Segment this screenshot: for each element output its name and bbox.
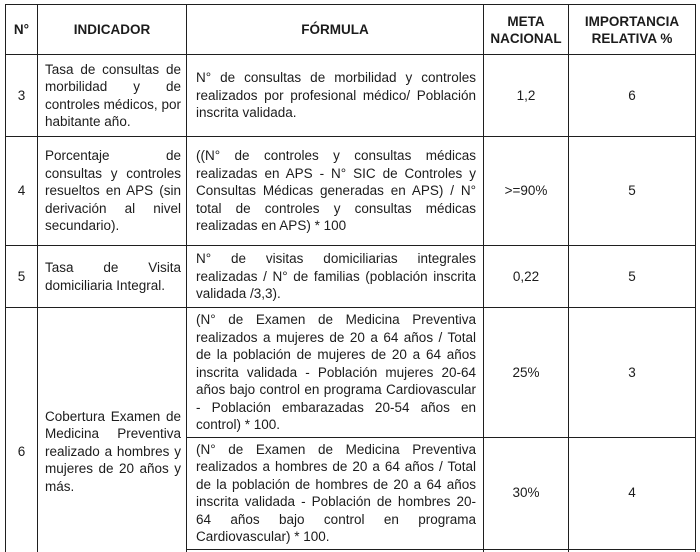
- cell-importancia-3: 6: [569, 55, 696, 137]
- header-indicador: INDICADOR: [38, 5, 187, 55]
- header-importancia-relativa: IMPORTANCIA RELATIVA %: [569, 5, 696, 55]
- cell-indicador-5: Tasa de Visita domiciliaria Integral.: [38, 246, 187, 308]
- cell-num-5: 5: [6, 246, 38, 308]
- cell-formula-5: N° de visitas domiciliarias integrales realizadas / N° de familias (población inscrita validada /3,3).: [187, 246, 484, 308]
- cell-formula-6-hombres: (N° de Examen de Medicina Preventiva realizados a hombres de 20 a 64 años / Total de la población de hombres de 20 a 64 años inscrita validada - Población de hombres 20-64 años bajo control en programa Cardiovascular) * 100.: [187, 437, 484, 549]
- cell-meta-4: >=90%: [484, 137, 569, 246]
- cell-importancia-6-mujeres: 3: [569, 308, 696, 438]
- header-meta-nacional: META NACIONAL: [484, 5, 569, 55]
- table-row-3: [6, 55, 696, 137]
- cell-num-3: 3: [6, 55, 38, 137]
- cell-indicador-3: Tasa de consultas de morbilidad y de controles médicos, por habitante año.: [38, 55, 187, 137]
- cell-indicador-4: Porcentaje de consultas y controles resueltos en APS (sin derivación al nivel secundario).: [38, 137, 187, 246]
- cell-meta-6-hombres: 30%: [484, 437, 569, 549]
- header-formula: FÓRMULA: [187, 5, 484, 55]
- cell-importancia-4: 5: [569, 137, 696, 246]
- cell-formula-3: N° de consultas de morbilidad y controles realizados por profesional médico/ Población inscrita validada.: [187, 55, 484, 137]
- table-row-5: [6, 246, 696, 308]
- indicators-table: [5, 4, 696, 552]
- cell-meta-3: 1,2: [484, 55, 569, 137]
- cell-num-4: 4: [6, 137, 38, 246]
- cell-indicador-6: Cobertura Examen de Medicina Preventiva realizado a hombres y mujeres de 20 años y más.: [38, 308, 187, 552]
- cell-meta-5: 0,22: [484, 246, 569, 308]
- table-row-4: [6, 137, 696, 246]
- document-page: [0, 4, 700, 552]
- header-row: [6, 5, 696, 55]
- cell-formula-6-mujeres: (N° de Examen de Medicina Preventiva realizados a mujeres de 20 a 64 años / Total de la población de mujeres de 20 a 64 años inscrita validada - Población mujeres 20-64 años bajo control en programa Cardiovascular - Población embarazadas 20-54 años en control) * 100.: [187, 308, 484, 438]
- header-num: N°: [6, 5, 38, 55]
- cell-num-6: 6: [6, 308, 38, 552]
- table-row-6-sub-1: [6, 308, 696, 438]
- cell-meta-6-mujeres: 25%: [484, 308, 569, 438]
- cell-formula-4: ((N° de controles y consultas médicas realizadas en APS - N° SIC de Controles y Consultas Médicas generadas en APS) / N° total de controles y consultas médicas realizadas en APS) * 100: [187, 137, 484, 246]
- cell-importancia-5: 5: [569, 246, 696, 308]
- cell-importancia-6-hombres: 4: [569, 437, 696, 549]
